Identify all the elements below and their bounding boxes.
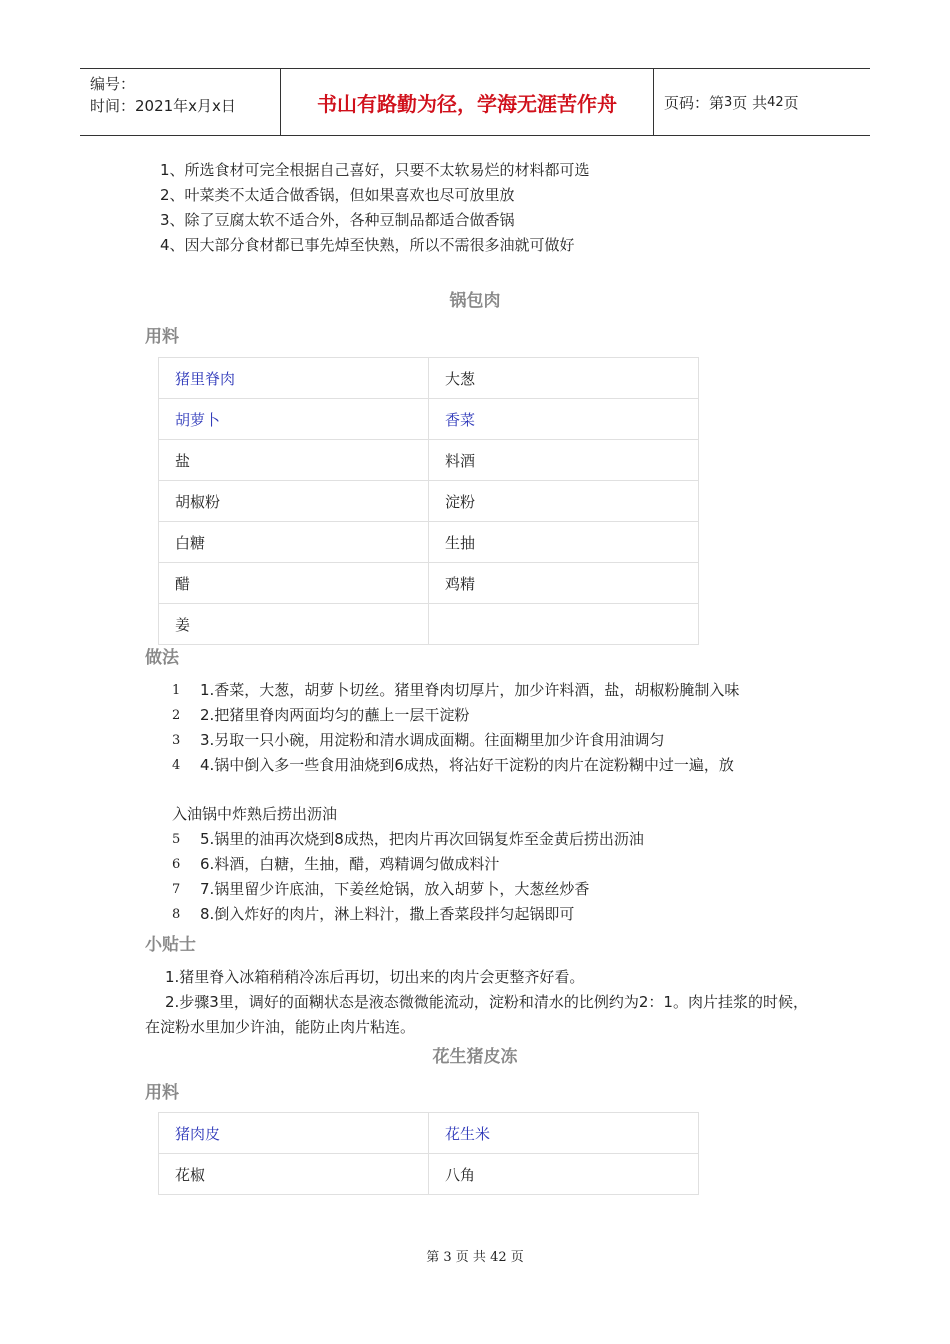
tip-paragraph: 2.步骤3里，调好的面糊状态是液态微微能流动，淀粉和清水的比例约为2：1。肉片挂浆的时候，在淀粉水里加少许油，能防止肉片粘连。 — [145, 993, 808, 1036]
ingredient-cell: 料酒 — [429, 440, 699, 481]
list-item: 7 7.锅里留少许底油，下姜丝炝锅，放入胡萝卜，大葱丝炒香 — [172, 880, 590, 898]
header-page-info: 页码：第 3 页 共 42 页 — [664, 93, 799, 112]
ingredients-heading: 用料 — [145, 327, 179, 347]
method-steps — [172, 678, 739, 927]
table-row — [159, 358, 699, 399]
header-motto: 书山有路勤为径，学海无涯苦作舟 — [281, 69, 654, 135]
number-label: 编号： — [90, 75, 136, 93]
ingredient-link[interactable]: 香菜 — [429, 399, 699, 440]
tips-heading: 小贴士 — [145, 935, 196, 955]
intro-tip: 3、除了豆腐太软不适合外，各种豆制品都适合做香锅 — [160, 211, 515, 229]
intro-tip: 4、因大部分食材都已事先焯至快熟，所以不需很多油就可做好 — [160, 236, 575, 254]
time-label: 时间：2021年x月x日 — [90, 97, 236, 115]
ingredient-cell — [429, 604, 699, 645]
footer-page-total: 42 — [490, 1250, 507, 1265]
ingredient-cell: 胡椒粉 — [159, 481, 429, 522]
table-row — [159, 563, 699, 604]
ingredient-cell: 醋 — [159, 563, 429, 604]
ingredients-heading: 用料 — [145, 1083, 179, 1103]
list-item: 6 6.料酒，白糖，生抽，醋，鸡精调匀做成料汁 — [172, 855, 500, 873]
list-item: 5 5.锅里的油再次烧到8成热，把肉片再次回锅复炸至金黄后捞出沥油 — [172, 830, 644, 848]
footer-page-number: 3 — [443, 1250, 452, 1265]
ingredient-cell: 盐 — [159, 440, 429, 481]
intro-tip: 1、所选食材可完全根据自己喜好，只要不太软易烂的材料都可选 — [160, 161, 590, 179]
table-row — [159, 522, 699, 563]
page-footer: 第 3 页 共 42 页 — [426, 1250, 524, 1265]
ingredient-link[interactable]: 猪肉皮 — [159, 1113, 429, 1154]
dish-title-guobaorou: 锅包肉 — [449, 291, 501, 311]
table-row — [159, 399, 699, 440]
table-row — [159, 604, 699, 645]
intro-tip: 2、叶菜类不太适合做香锅，但如果喜欢也尽可放里放 — [160, 186, 515, 204]
ingredient-cell: 花椒 — [159, 1154, 429, 1195]
ingredient-cell: 淀粉 — [429, 481, 699, 522]
header-meta — [80, 69, 281, 135]
table-row — [159, 1154, 699, 1195]
dish-title-pidong: 花生猪皮冻 — [432, 1047, 518, 1067]
ingredients-table-guobaorou — [158, 357, 699, 645]
table-row — [159, 440, 699, 481]
ingredient-link[interactable]: 胡萝卜 — [159, 399, 429, 440]
ingredient-cell: 八角 — [429, 1154, 699, 1195]
ingredients-table-pidong — [158, 1112, 699, 1195]
list-item: 8 8.倒入炸好的肉片，淋上料汁，撒上香菜段拌匀起锅即可 — [172, 905, 575, 923]
ingredient-cell: 白糖 — [159, 522, 429, 563]
ingredient-cell: 姜 — [159, 604, 429, 645]
list-item: 3 3.另取一只小碗，用淀粉和清水调成面糊。往面糊里加少许食用油调匀 — [172, 731, 665, 749]
tip-paragraph: 1.猪里脊入冰箱稍稍冷冻后再切，切出来的肉片会更整齐好看。 — [165, 968, 585, 986]
method-heading: 做法 — [145, 648, 179, 668]
header-page-number: 3 — [724, 94, 733, 110]
list-item: 4 4.锅中倒入多一些食用油烧到6成热，将沾好干淀粉的肉片在淀粉糊中过一遍，放 — [172, 756, 734, 774]
header-page-total: 42 — [767, 94, 784, 110]
step-continuation: 入油锅中炸熟后捞出沥油 — [172, 805, 338, 823]
ingredient-cell: 鸡精 — [429, 563, 699, 604]
tips-notes — [145, 965, 815, 1040]
page-header — [80, 68, 870, 136]
list-item: 1 1.香菜，大葱，胡萝卜切丝。猪里脊肉切厚片，加少许料酒，盐，胡椒粉腌制入味 — [172, 681, 740, 699]
list-item: 2 2.把猪里脊肉两面均匀的蘸上一层干淀粉 — [172, 706, 470, 724]
ingredient-cell: 大葱 — [429, 358, 699, 399]
table-row — [159, 481, 699, 522]
ingredient-link[interactable]: 猪里脊肉 — [159, 358, 429, 399]
table-row — [159, 1113, 699, 1154]
intro-tips — [160, 158, 590, 258]
ingredient-link[interactable]: 花生米 — [429, 1113, 699, 1154]
ingredient-cell: 生抽 — [429, 522, 699, 563]
